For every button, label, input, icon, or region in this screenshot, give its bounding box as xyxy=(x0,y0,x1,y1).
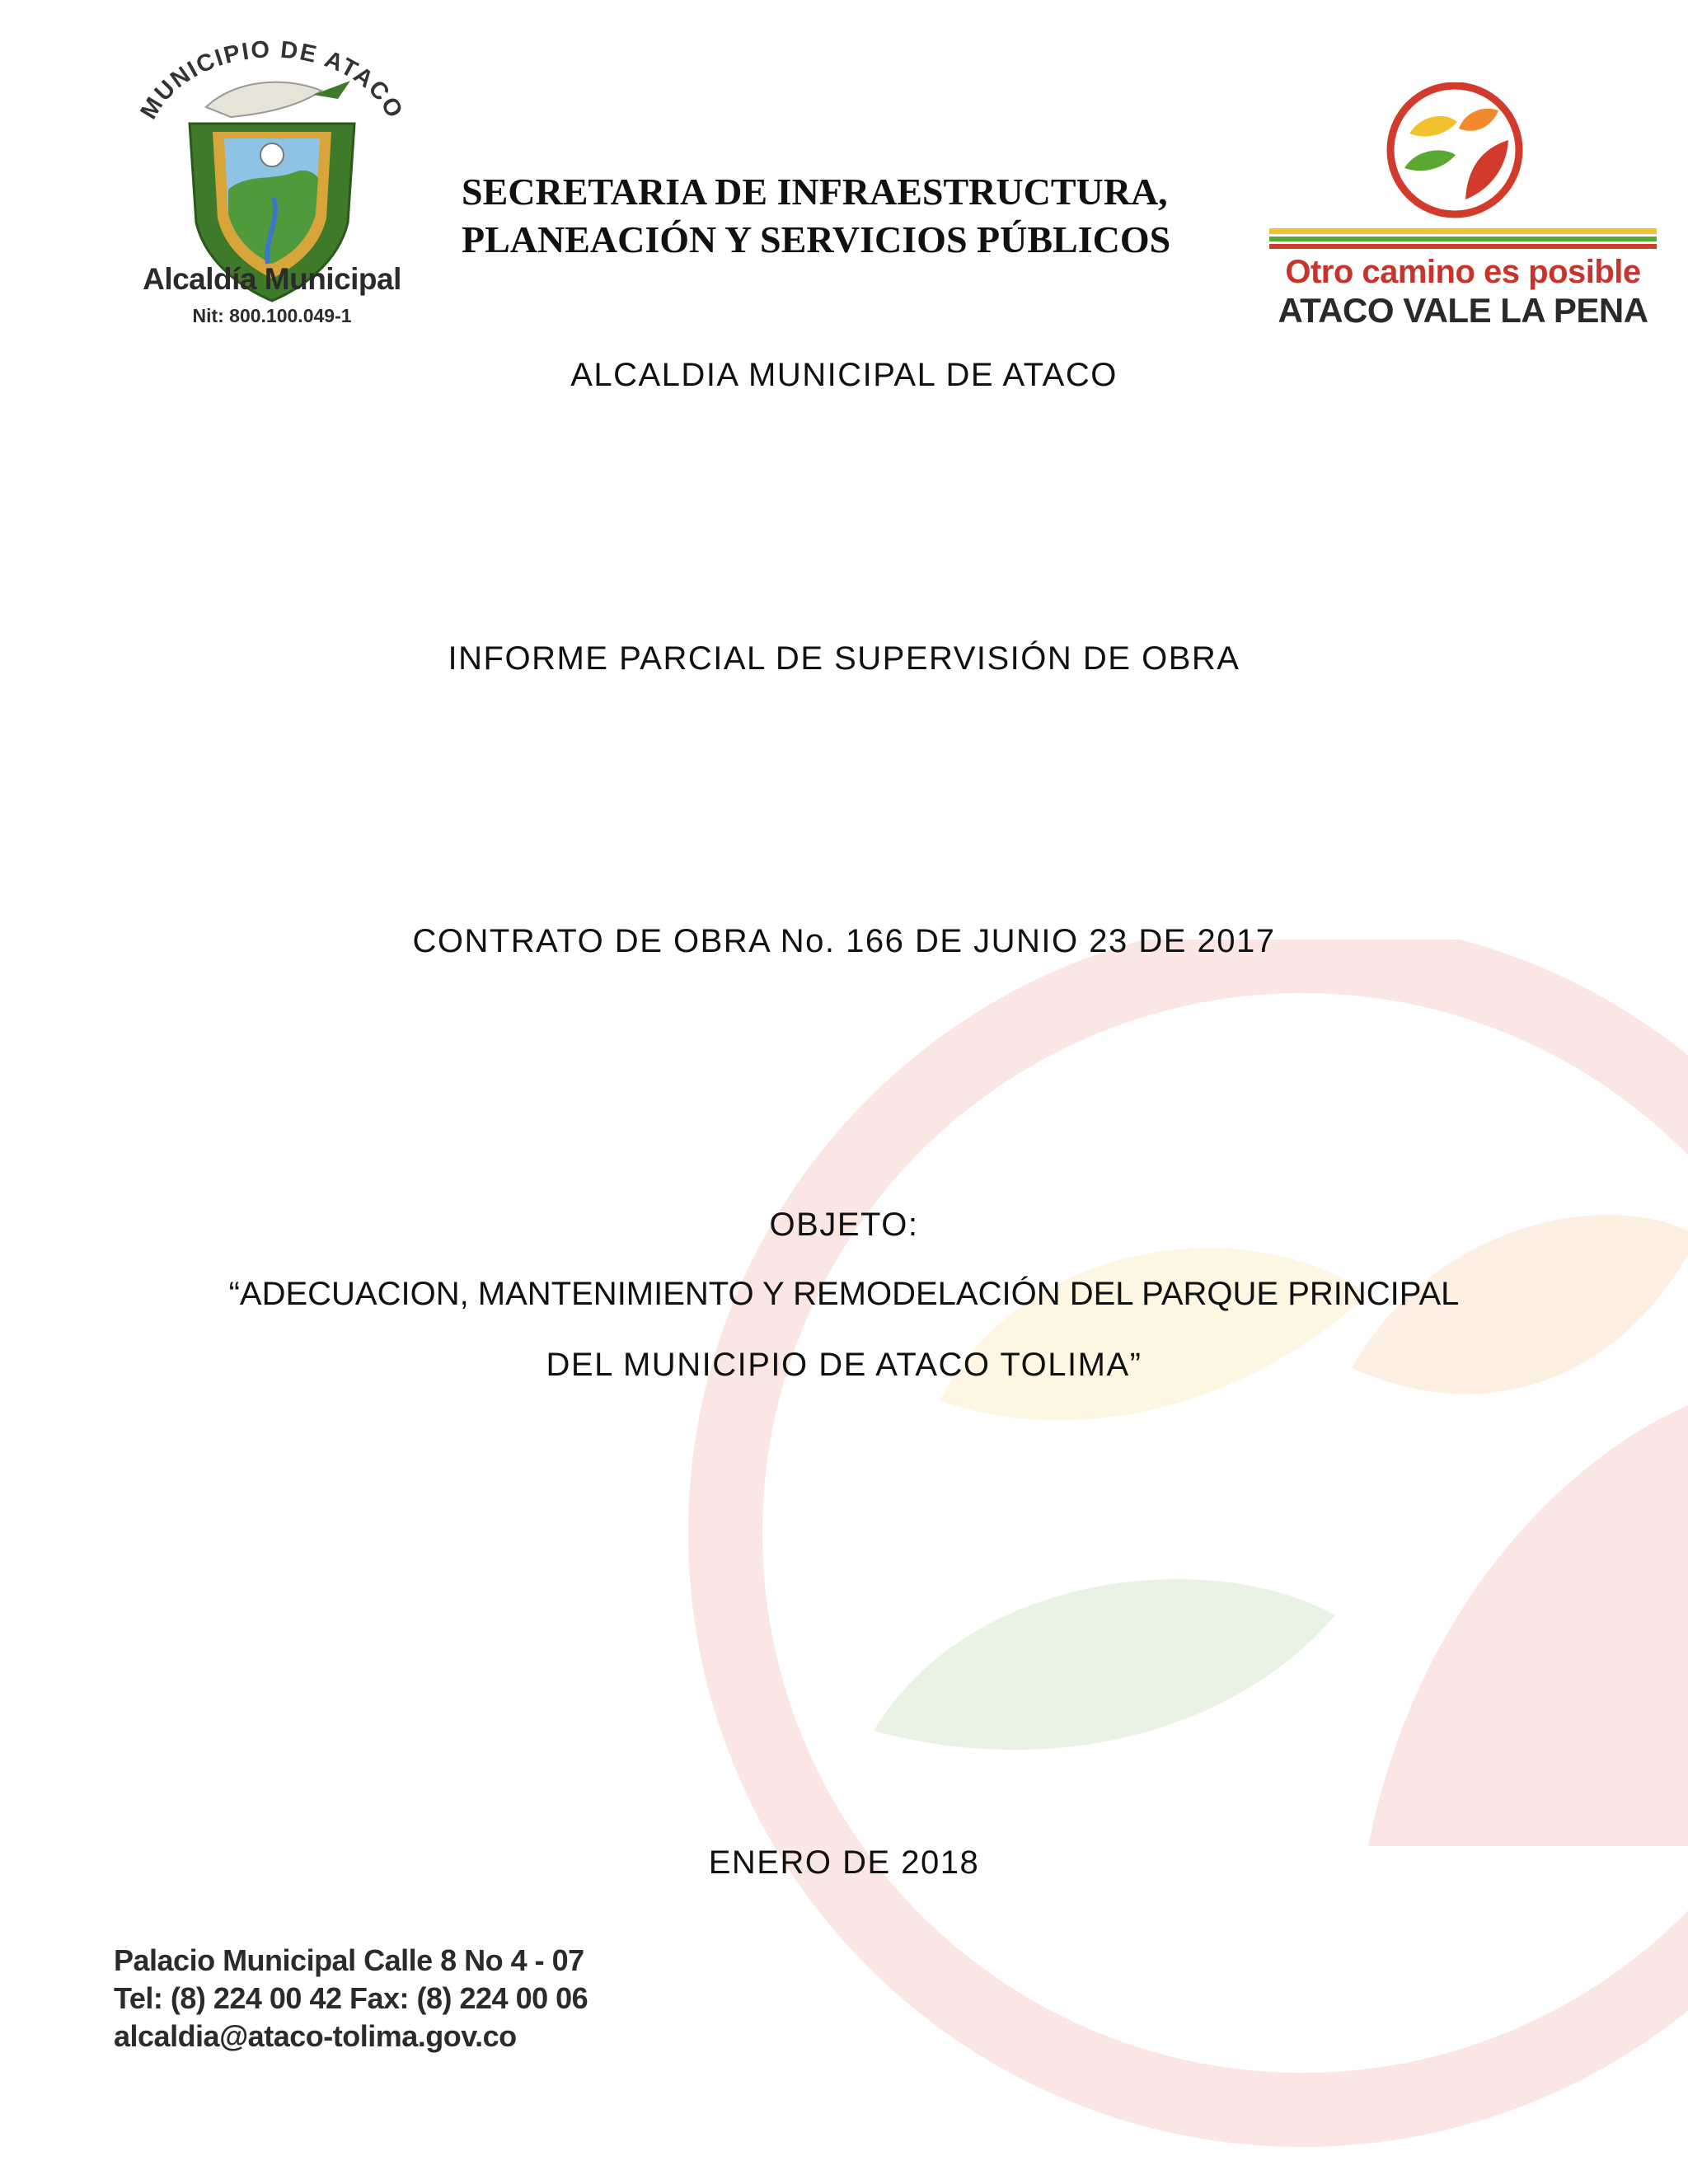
alcaldia-title: ALCALDIA MUNICIPAL DE ATACO xyxy=(570,357,1118,393)
footer-phones: Tel: (8) 224 00 42 Fax: (8) 224 00 06 xyxy=(114,1981,588,2015)
objeto-label: OBJETO: xyxy=(769,1207,919,1243)
footer-address: Palacio Municipal Calle 8 No 4 - 07 xyxy=(114,1943,584,1977)
report-date: ENERO DE 2018 xyxy=(708,1844,980,1881)
brand-stripes xyxy=(1269,228,1657,253)
svg-text:MUNICIPIO DE ATACO: MUNICIPIO DE ATACO xyxy=(135,36,409,124)
brand-slogan-line-2: ATACO VALE LA PENA xyxy=(1278,291,1648,330)
brand-logo xyxy=(1376,82,1533,223)
secretaria-heading xyxy=(462,168,1220,264)
objeto-line-2: DEL MUNICIPIO DE ATACO TOLIMA” xyxy=(546,1347,1142,1383)
report-title: INFORME PARCIAL DE SUPERVISIÓN DE OBRA xyxy=(448,640,1240,677)
contract-number: CONTRATO DE OBRA No. 166 DE JUNIO 23 DE 2017 xyxy=(412,923,1276,959)
secretaria-line-2: PLANEACIÓN Y SERVICIOS PÚBLICOS xyxy=(462,218,1171,260)
crest-label: Alcaldía Municipal xyxy=(143,262,401,296)
brand-slogan-line-1: Otro camino es posible xyxy=(1285,254,1641,290)
secretaria-line-1: SECRETARIA DE INFRAESTRUCTURA, xyxy=(462,171,1168,213)
footer-contact xyxy=(114,1942,588,2055)
objeto-line-1: “ADECUACION, MANTENIMIENTO Y REMODELACIÓN DEL PARQUE PRINCIPAL xyxy=(228,1276,1460,1312)
footer-email: alcaldia@ataco-tolima.gov.co xyxy=(114,2019,517,2053)
crest-nit: Nit: 800.100.049-1 xyxy=(192,305,352,326)
brand-watermark xyxy=(626,940,1688,2176)
